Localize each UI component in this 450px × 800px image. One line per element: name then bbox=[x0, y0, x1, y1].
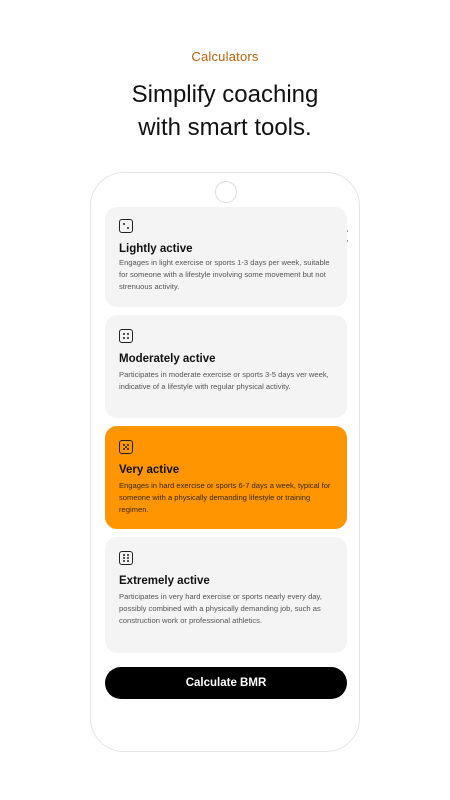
icon-pip bbox=[123, 223, 125, 225]
headline-line-2: with smart tools. bbox=[138, 114, 312, 141]
icon-pip bbox=[123, 554, 125, 556]
activity-option-very-active[interactable] bbox=[105, 426, 347, 529]
activity-option-moderately-active[interactable] bbox=[105, 315, 347, 418]
headline-line-1: Simplify coaching bbox=[131, 81, 319, 108]
activity-option-description: Engages in light exercise or sports 1-3 days per week, suitable for someone with a lifestyle involving some movement but not strenuous activity. bbox=[119, 258, 330, 291]
activity-option-lightly-active[interactable] bbox=[105, 207, 347, 307]
icon-pip bbox=[123, 444, 125, 446]
activity-option-title: Lightly active bbox=[119, 243, 193, 255]
phone-mockup bbox=[90, 172, 360, 752]
icon-pip bbox=[123, 448, 125, 450]
icon-pip bbox=[127, 227, 129, 229]
icon-pip bbox=[127, 557, 129, 559]
icon-pip bbox=[123, 337, 125, 339]
dice-five-icon bbox=[119, 440, 133, 454]
icon-pip bbox=[127, 554, 129, 556]
icon-pip bbox=[127, 560, 129, 562]
calculate-bmr-button[interactable]: Calculate BMR bbox=[105, 667, 347, 699]
dice-two-icon bbox=[119, 219, 133, 233]
icon-pip bbox=[127, 444, 129, 446]
page-headline bbox=[0, 78, 450, 144]
icon-pip bbox=[123, 560, 125, 562]
camera-notch bbox=[215, 181, 237, 203]
icon-pip bbox=[127, 333, 129, 335]
eyebrow-label: Calculators bbox=[191, 49, 259, 64]
dice-four-icon bbox=[119, 329, 133, 343]
activity-option-extremely-active[interactable] bbox=[105, 537, 347, 653]
activity-option-description: Participates in very hard exercise or sports nearly every day, possibly combined with a physically demanding job, such as construction work or professional athletics. bbox=[119, 592, 322, 625]
activity-option-description: Participates in moderate exercise or sports 3-5 days ver week, indicative of a lifestyle with regular physical activity. bbox=[119, 370, 329, 391]
icon-pip bbox=[123, 333, 125, 335]
icon-pip bbox=[127, 448, 129, 450]
activity-option-title: Very active bbox=[119, 464, 180, 476]
dice-six-icon bbox=[119, 551, 133, 565]
activity-option-description: Engages in hard exercise or sports 6-7 days a week, typical for someone with a physically demanding lifestyle or training regimen. bbox=[119, 481, 331, 514]
activity-option-title: Moderately active bbox=[119, 353, 216, 365]
icon-pip bbox=[127, 337, 129, 339]
activity-level-list[interactable] bbox=[91, 243, 361, 659]
activity-option-title: Extremely active bbox=[119, 575, 210, 587]
icon-pip bbox=[123, 557, 125, 559]
